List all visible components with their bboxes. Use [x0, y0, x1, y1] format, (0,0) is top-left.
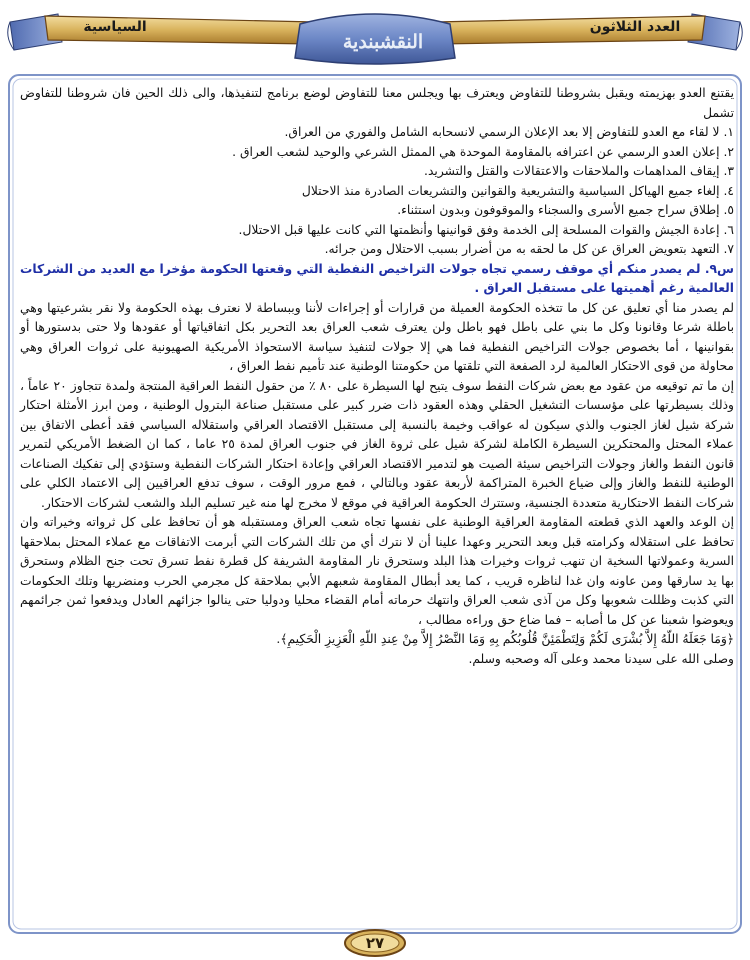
condition-item: ٣. إيقاف المداهمات والملاحقات والاعتقالات والقتل والتشريد. — [424, 164, 734, 178]
magazine-logo: النقشبندية — [342, 31, 424, 53]
negotiation-conditions-list — [20, 123, 734, 260]
condition-item: ٤. إلغاء جميع الهياكل السياسية والتشريعية والقوانين والتشريعات الصادرة منذ الاحتلال — [301, 183, 734, 198]
closing-line: وصلى الله على سيدنا محمد وعلى آله وصحبه وسلم. — [468, 651, 734, 666]
condition-item: ٧. التعهد بتعويض العراق عن كل ما لحقه به من أضرار بسبب الاحتلال ومن جرائه. — [324, 242, 734, 256]
answer-paragraph: لم يصدر منا أي تعليق عن كل ما تتخذه الحكومة العميلة من قرارات أو إجراءات لأننا وببساطة لا نعترف بهذه الحكومة ولا نقر بشرعيتها وهي باطلة شرعا وقانونا وكل ما بني على باطل فهو باطل ولن يعترف شعب العراق بعد التحرير بكل اتفاقياتها أو عقودها ولا حتى بدستورها أو بقوانينها ، أما بخصوص جولات التراخيص النفطية فما هي إلا جولات لتنفيذ سياسة الاستحواذ الأمريكية الصهيونية على ثروات العراق وهي محاولة من قوى الاحتكار العالمية لرد الصفعة التي تلقتها من حكومتنا الوطنية عند تأميم نفط العراق ، — [20, 300, 734, 373]
condition-item: ١. لا لقاء مع العدو للتفاوض إلا بعد الإعلان الرسمي لانسحابه الشامل والفوري من العراق. — [284, 125, 734, 139]
issue-label: العدد الثلاثون — [589, 19, 681, 35]
page-header — [0, 0, 750, 70]
section-label: السياسية — [83, 19, 147, 35]
page-number: ٢٧ — [365, 934, 385, 952]
answer-paragraph: إن الوعد والعهد الذي قطعته المقاومة العراقية الوطنية على نفسها تجاه شعب العراق ومستقبله هو أن تحافظ على كل ثرواته وخيراته وان تحافظ على استقلاله وكرامته قبل وبعد التحرير وعهدا علينا أن لا نترك أي من تلك الشركات التي أبرمت الاتفاقات مع عملاء المحتل بملاحقها السرية وعمولاتها السخية ان تنهب ثروات وخيرات هذا البلد وستحرق نار المقاومة الشريفة كل قطرة نفط تسرق تحت جنح الظلام وستحرق بها يد سارقها ومن عاونه وان غدا لناظره قريب ، كما يعد أبطال المقاومة شعبهم الأبي بملاحقة كل مجرمي الحرب ومنضريها وتلك الحكومات التي كذبت وظللت شعوبها وكل من آذى شعب العراق وانتهك حرماته أمام القضاء محليا ودوليا حتى ينالوا جزائهم العادل ويدفعوا ثمن جرائمهم ويعوضوا شعبنا عن كل ما أصابه – فما ضاع حق وراءه مطالب ، — [20, 515, 734, 627]
quran-verse: ﴿وَمَا جَعَلَهُ اللّهُ إِلاَّ بُشْرَى لَكُمْ وَلِتَطْمَئِنَّ قُلُوبُكُم بِهِ وَمَا النَّصْرُ إِلاَّ مِنْ عِندِ اللّهِ الْعَزِيزِ الْحَكِيمِ﴾. — [276, 632, 734, 646]
condition-item: ٦. إعادة الجيش والقوات المسلحة إلى الخدمة وفق قوانينها وأنظمتها التي كانت عليها قبل الاحتلال. — [238, 222, 734, 237]
interview-question: س٩. لم يصدر منكم أي موقف رسمي تجاه جولات التراخيص النفطية التي وقعتها الحكومة مؤخرا مع العديد من الشركات العالمية رغم أهميتها على مستقبل العراق . — [20, 261, 734, 295]
answer-paragraph: إن ما تم توقيعه من عقود مع بعض شركات النفط سوف يتيح لها السيطرة على ٨٠ ٪ من حقول النفط العراقية المنتجة ولمدة تتجاوز ٢٠ عاماً ، وذلك بسيطرتها على مؤسسات التشغيل الحقلي وهذه العقود ذات ضرر كبير على مستقبل صناعة البترول الوطنية ، ومن ابرز الأمثلة احتكار شركة شيل لغاز الجنوب والذي سيكون له عواقب وخيمة بالنسبة إلى مستقبل الاقتصاد العراقي واستقلاله السياسي فقد أعطى الاتفاق بين عملاء المحتل والمحتكرين السيطرة الكاملة لشركة شيل على ثروة الغاز في جنوب العراق لمدة ٢٥ عاما ، كما ان الضغط الأمريكي لتمرير قانون النفط والغاز وجولات التراخيص سيئة الصيت هو لتدمير الاقتصاد العراقي وإعادة احتكار الشركات النفطية وستؤدي إلى تفكيك الصناعات الوطنية للنفط والغاز وإلى ضياع الخبرة المتراكمة لأربعة عقود وبالتالي ، فمع مرور الوقت ، سوف تدفع العراقيين إلى الاعتماد الكلي على شركات النفط الاحتكارية متعددة الجنسية، وستترك الحكومة العراقية في موقع لا مخرج لها منه غير تسليم البلد والشعب لشركات الاحتكار. — [20, 378, 734, 510]
page-footer — [340, 928, 410, 958]
intro-paragraph: يقتنع العدو بهزيمته ويقبل بشروطنا للتفاوض ويعترف بها ويجلس معنا للتفاوض لوضع برنامج لتنفيذها، والى ذلك الحين فان شروطنا للتفاوض تشمل — [20, 86, 734, 120]
article-body — [20, 84, 734, 896]
condition-item: ٥. إطلاق سراح جميع الأسرى والسجناء والموقوفون وبدون استثناء. — [397, 203, 734, 217]
condition-item: ٢. إعلان العدو الرسمي عن اعترافه بالمقاومة الموحدة هي الممثل الشرعي والوحيد لشعب العراق . — [232, 144, 734, 159]
